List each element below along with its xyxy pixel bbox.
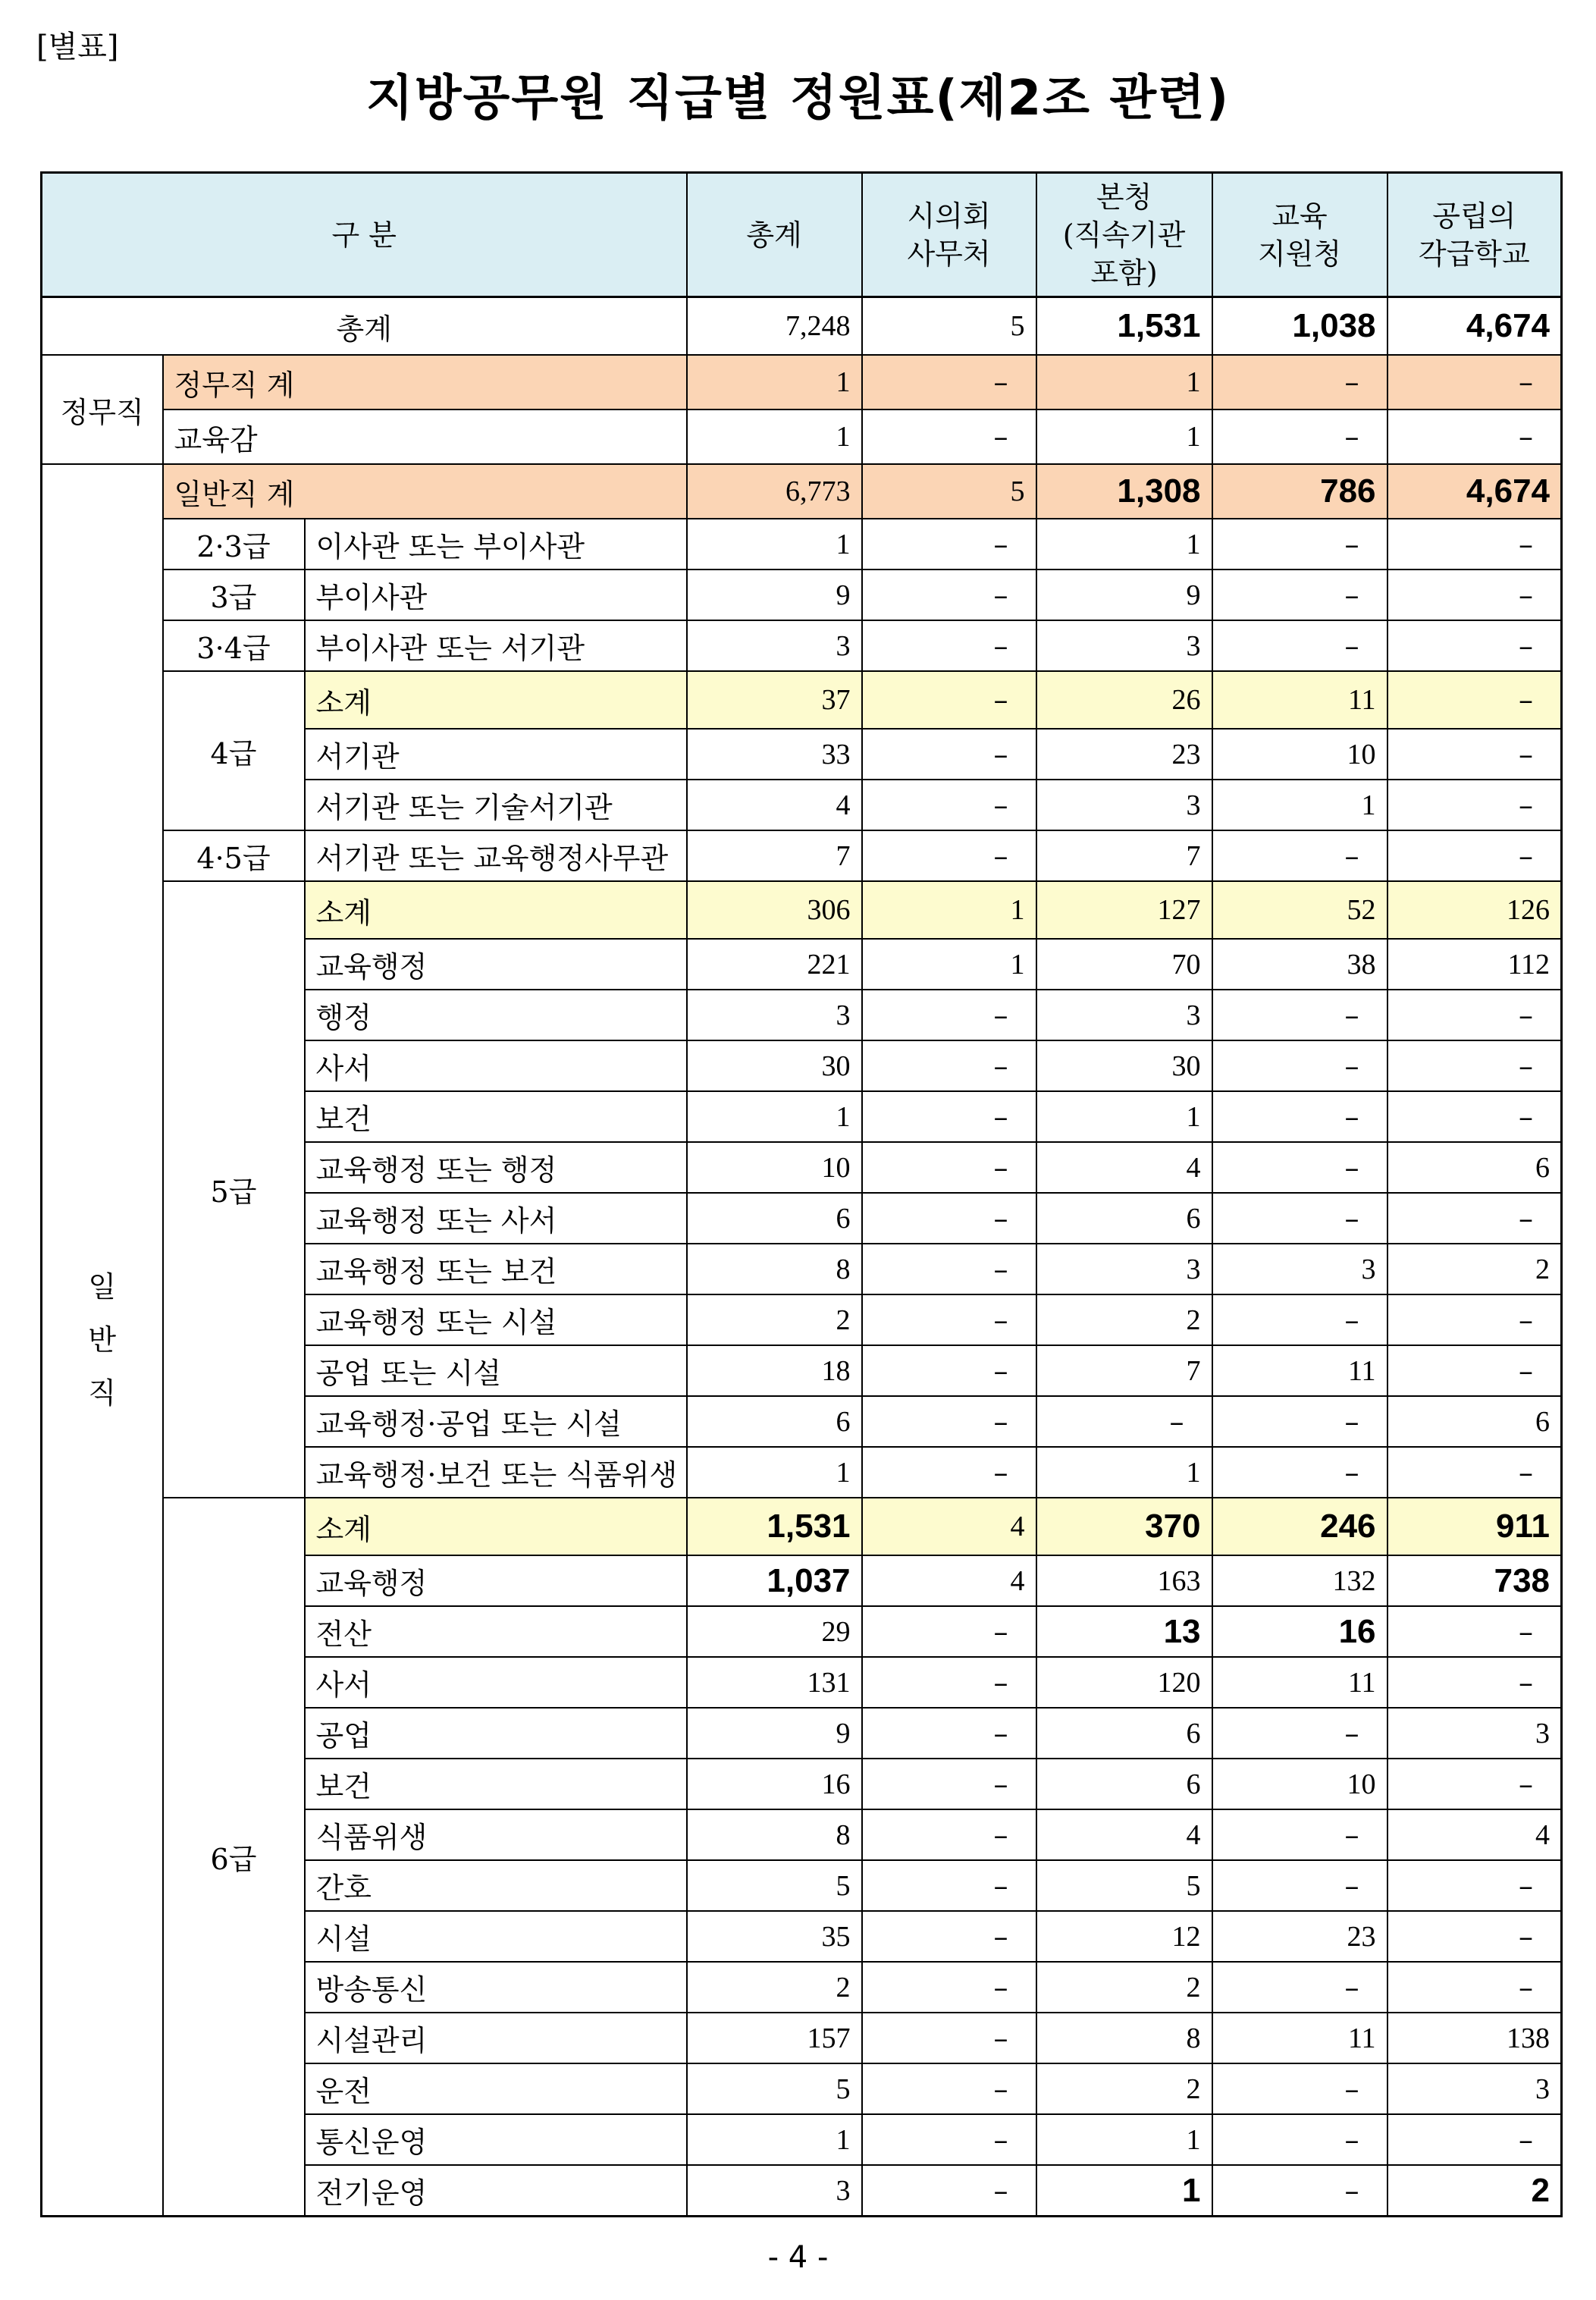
cell-main-office: 26 [1036,671,1212,729]
cell-total: 306 [687,881,862,939]
cell-schools: – [1387,409,1562,464]
cell-schools: – [1387,671,1562,729]
row-label: 보건 [305,1759,687,1809]
cell-schools: 6 [1387,1396,1562,1447]
cell-council: – [862,1759,1036,1809]
group-political: 정무직 [42,355,163,464]
cell-total: 8 [687,1244,862,1294]
cell-total: 3 [687,620,862,671]
cell-total: 1,531 [687,1498,862,1555]
cell-council: – [862,1040,1036,1091]
cell-council: – [862,830,1036,881]
cell-schools: – [1387,1091,1562,1142]
row-label: 서기관 [305,729,687,780]
cell-schools: 738 [1387,1555,1562,1606]
cell-council: – [862,1809,1036,1860]
cell-total: 157 [687,2013,862,2063]
row-label: 정무직 계 [163,355,687,409]
cell-support-office: 246 [1212,1498,1387,1555]
grade-label: 5급 [163,881,305,1498]
cell-support-office: – [1212,1091,1387,1142]
row-label: 서기관 또는 기술서기관 [305,780,687,830]
group-general-char: 직 [88,1376,117,1410]
cell-support-office: 1 [1212,780,1387,830]
cell-schools: – [1387,1606,1562,1657]
cell-council: – [862,1447,1036,1498]
cell-total: 9 [687,570,862,620]
cell-schools: – [1387,1759,1562,1809]
cell-council: 4 [862,1498,1036,1555]
cell-main-office: 1 [1036,1091,1212,1142]
cell-council: – [862,2165,1036,2217]
cell-support-office: – [1212,2114,1387,2165]
cell-council: – [862,1606,1036,1657]
row-label: 교육행정 [305,1555,687,1606]
cell-council: – [862,1091,1036,1142]
row-label: 사서 [305,1657,687,1708]
cell-main-office: 1 [1036,2165,1212,2217]
cell-schools: – [1387,355,1562,409]
table-row [42,519,1562,570]
cell-schools: – [1387,1911,1562,1962]
row-label: 공업 [305,1708,687,1759]
cell-council: – [862,2063,1036,2114]
row-label: 교육행정 [305,939,687,990]
row-label: 행정 [305,990,687,1040]
row-label: 보건 [305,1091,687,1142]
page-title: 지방공무원 직급별 정원표(제2조 관련) [365,71,1231,127]
row-label: 교육행정 또는 사서 [305,1193,687,1244]
row-label: 시설관리 [305,2013,687,2063]
cell-schools: – [1387,2114,1562,2165]
cell-main-office: 2 [1036,1294,1212,1345]
cell-support-office: 786 [1212,464,1387,519]
cell-main-office: 120 [1036,1657,1212,1708]
group-general-char: 반 [88,1323,117,1357]
appendix-tag: [별표] [36,30,119,64]
cell-main-office: 7 [1036,830,1212,881]
cell-council: – [862,1193,1036,1244]
table-row [42,1498,1562,1555]
cell-support-office: – [1212,1447,1387,1498]
cell-support-office: – [1212,355,1387,409]
cell-support-office: – [1212,1860,1387,1911]
cell-main-office: 13 [1036,1606,1212,1657]
cell-total: 6 [687,1193,862,1244]
cell-council: – [862,519,1036,570]
cell-support-office: – [1212,519,1387,570]
cell-schools: 4,674 [1387,297,1562,356]
cell-total: 131 [687,1657,862,1708]
cell-support-office: – [1212,1809,1387,1860]
cell-total: 16 [687,1759,862,1809]
cell-main-office: 1,308 [1036,464,1212,519]
cell-total: 4 [687,780,862,830]
cell-main-office: 3 [1036,780,1212,830]
grade-label: 3·4급 [163,620,305,671]
row-label: 교육감 [163,409,687,464]
cell-schools: 6 [1387,1142,1562,1193]
cell-schools: – [1387,1040,1562,1091]
cell-schools: 4 [1387,1809,1562,1860]
cell-council: 4 [862,1555,1036,1606]
grade-label: 6급 [163,1498,305,2217]
cell-council: – [862,355,1036,409]
cell-main-office: 2 [1036,2063,1212,2114]
cell-total: 1 [687,409,862,464]
cell-council: – [862,1911,1036,1962]
cell-main-office: 4 [1036,1142,1212,1193]
cell-main-office: 8 [1036,2013,1212,2063]
row-label: 일반직 계 [163,464,687,519]
row-label: 전기운영 [305,2165,687,2217]
grade-label: 4급 [163,671,305,830]
grade-label: 4·5급 [163,830,305,881]
cell-main-office: 127 [1036,881,1212,939]
cell-total: 221 [687,939,862,990]
row-label: 부이사관 또는 서기관 [305,620,687,671]
cell-total: 1,037 [687,1555,862,1606]
cell-support-office: – [1212,2063,1387,2114]
table-body [42,297,1562,2217]
page-number: - 4 - [767,2240,829,2275]
quota-table [40,171,1563,2217]
cell-total: 8 [687,1809,862,1860]
cell-total: 5 [687,1860,862,1911]
header-col1 [862,173,1036,297]
table-row [42,620,1562,671]
cell-council: – [862,1345,1036,1396]
row-label: 운전 [305,2063,687,2114]
cell-main-office: 6 [1036,1708,1212,1759]
cell-schools: – [1387,1962,1562,2013]
table-row [42,355,1562,409]
cell-schools: 112 [1387,939,1562,990]
cell-main-office: 70 [1036,939,1212,990]
header-col2-line: 포함) [1090,256,1158,290]
cell-main-office: 23 [1036,729,1212,780]
cell-support-office: 52 [1212,881,1387,939]
cell-main-office: 12 [1036,1911,1212,1962]
cell-schools: 138 [1387,2013,1562,2063]
cell-total: 2 [687,1962,862,2013]
cell-total: 1 [687,1091,862,1142]
cell-support-office: 38 [1212,939,1387,990]
cell-total: 6,773 [687,464,862,519]
cell-total: 1 [687,1447,862,1498]
cell-support-office: – [1212,570,1387,620]
cell-total: 3 [687,2165,862,2217]
cell-support-office: 11 [1212,1657,1387,1708]
cell-main-office: 1 [1036,409,1212,464]
cell-total: 6 [687,1396,862,1447]
row-label: 교육행정 또는 시설 [305,1294,687,1345]
cell-main-office: 2 [1036,1962,1212,2013]
cell-main-office: 1 [1036,519,1212,570]
cell-total: 7,248 [687,297,862,356]
row-label: 전산 [305,1606,687,1657]
cell-schools: – [1387,780,1562,830]
cell-schools: 3 [1387,2063,1562,2114]
cell-council: – [862,570,1036,620]
cell-support-office: – [1212,1142,1387,1193]
cell-council: 1 [862,939,1036,990]
cell-main-office: 3 [1036,620,1212,671]
cell-main-office: 1 [1036,1447,1212,1498]
table-row [42,570,1562,620]
cell-council: – [862,1962,1036,2013]
cell-support-office: 11 [1212,671,1387,729]
cell-council: – [862,620,1036,671]
cell-schools: – [1387,1447,1562,1498]
row-label: 교육행정 또는 보건 [305,1244,687,1294]
cell-schools: – [1387,620,1562,671]
row-label: 이사관 또는 부이사관 [305,519,687,570]
header-col1-line: 시의회 [907,199,991,233]
cell-council: – [862,729,1036,780]
cell-total: 3 [687,990,862,1040]
cell-support-office: – [1212,1294,1387,1345]
cell-total: 10 [687,1142,862,1193]
cell-total: 30 [687,1040,862,1091]
cell-total: 37 [687,671,862,729]
row-label: 총계 [42,297,687,356]
cell-council: 5 [862,297,1036,356]
cell-main-office: 9 [1036,570,1212,620]
cell-total: 33 [687,729,862,780]
row-label: 부이사관 [305,570,687,620]
row-label: 교육행정·보건 또는 식품위생 [305,1447,687,1498]
cell-support-office: – [1212,1040,1387,1091]
cell-schools: – [1387,519,1562,570]
grade-label: 2·3급 [163,519,305,570]
cell-main-office: 5 [1036,1860,1212,1911]
table-row [42,881,1562,939]
cell-schools: – [1387,1294,1562,1345]
cell-main-office: 1 [1036,2114,1212,2165]
row-label: 소계 [305,881,687,939]
cell-total: 1 [687,355,862,409]
row-label: 식품위생 [305,1809,687,1860]
header-col3-line: 지원청 [1257,237,1342,271]
row-label: 시설 [305,1911,687,1962]
table-row [42,464,1562,519]
cell-support-office: 11 [1212,2013,1387,2063]
cell-main-office: – [1036,1396,1212,1447]
header-col4 [1387,173,1562,297]
cell-council: – [862,409,1036,464]
cell-total: 2 [687,1294,862,1345]
cell-main-office: 3 [1036,1244,1212,1294]
cell-support-office: 10 [1212,1759,1387,1809]
cell-schools: – [1387,1345,1562,1396]
cell-council: – [862,1142,1036,1193]
group-general [42,464,163,2217]
row-label: 소계 [305,1498,687,1555]
row-label: 서기관 또는 교육행정사무관 [305,830,687,881]
cell-total: 1 [687,519,862,570]
cell-main-office: 30 [1036,1040,1212,1091]
cell-support-office: – [1212,1396,1387,1447]
cell-support-office: 3 [1212,1244,1387,1294]
cell-support-office: – [1212,2165,1387,2217]
cell-support-office: 23 [1212,1911,1387,1962]
header-col3 [1212,173,1387,297]
grand-total-row [42,297,1562,356]
cell-total: 9 [687,1708,862,1759]
cell-main-office: 3 [1036,990,1212,1040]
cell-council: – [862,1860,1036,1911]
header-col4-line: 공립의 [1432,199,1516,233]
cell-main-office: 370 [1036,1498,1212,1555]
row-label: 소계 [305,671,687,729]
row-label: 교육행정·공업 또는 시설 [305,1396,687,1447]
cell-support-office: – [1212,990,1387,1040]
cell-council: – [862,1294,1036,1345]
cell-schools: – [1387,729,1562,780]
header-category: 구 분 [42,173,687,297]
cell-main-office: 7 [1036,1345,1212,1396]
cell-support-office: 1,038 [1212,297,1387,356]
header-col2-line: (직속기관 [1062,218,1186,252]
cell-total: 5 [687,2063,862,2114]
cell-main-office: 4 [1036,1809,1212,1860]
cell-schools: 2 [1387,2165,1562,2217]
cell-total: 7 [687,830,862,881]
cell-schools: – [1387,1860,1562,1911]
cell-council: – [862,990,1036,1040]
cell-council: – [862,2013,1036,2063]
table-row [42,671,1562,729]
cell-council: – [862,780,1036,830]
cell-support-office: 10 [1212,729,1387,780]
cell-council: – [862,2114,1036,2165]
cell-council: – [862,1244,1036,1294]
cell-schools: – [1387,830,1562,881]
cell-support-office: – [1212,1708,1387,1759]
cell-schools: – [1387,570,1562,620]
cell-support-office: – [1212,1962,1387,2013]
cell-main-office: 6 [1036,1193,1212,1244]
cell-council: 1 [862,881,1036,939]
cell-council: – [862,1396,1036,1447]
cell-main-office: 163 [1036,1555,1212,1606]
cell-support-office: 132 [1212,1555,1387,1606]
header-col4-line: 각급학교 [1418,237,1530,271]
cell-support-office: – [1212,620,1387,671]
cell-support-office: – [1212,409,1387,464]
cell-council: – [862,1708,1036,1759]
header-col2-line: 본청 [1096,180,1152,214]
cell-support-office: 16 [1212,1606,1387,1657]
table-row [42,830,1562,881]
cell-total: 29 [687,1606,862,1657]
header-col2 [1036,173,1212,297]
cell-main-office: 1 [1036,355,1212,409]
cell-total: 1 [687,2114,862,2165]
cell-schools: 3 [1387,1708,1562,1759]
cell-support-office: – [1212,1193,1387,1244]
cell-main-office: 6 [1036,1759,1212,1809]
row-label: 방송통신 [305,1962,687,2013]
cell-support-office: – [1212,830,1387,881]
cell-council: – [862,671,1036,729]
row-label: 교육행정 또는 행정 [305,1142,687,1193]
header-col1-line: 사무처 [907,237,991,271]
cell-schools: – [1387,1657,1562,1708]
grade-label: 3급 [163,570,305,620]
cell-council: – [862,1657,1036,1708]
cell-total: 18 [687,1345,862,1396]
cell-schools: 126 [1387,881,1562,939]
table-row [42,409,1562,464]
cell-support-office: 11 [1212,1345,1387,1396]
cell-schools: – [1387,1193,1562,1244]
cell-schools: 4,674 [1387,464,1562,519]
cell-main-office: 1,531 [1036,297,1212,356]
row-label: 간호 [305,1860,687,1911]
header-col3-line: 교육 [1271,199,1328,233]
cell-total: 35 [687,1911,862,1962]
cell-schools: – [1387,990,1562,1040]
group-general-char: 일 [88,1270,117,1304]
cell-schools: 2 [1387,1244,1562,1294]
cell-schools: 911 [1387,1498,1562,1555]
cell-council: 5 [862,464,1036,519]
header-total: 총계 [687,173,862,297]
row-label: 사서 [305,1040,687,1091]
row-label: 공업 또는 시설 [305,1345,687,1396]
row-label: 통신운영 [305,2114,687,2165]
